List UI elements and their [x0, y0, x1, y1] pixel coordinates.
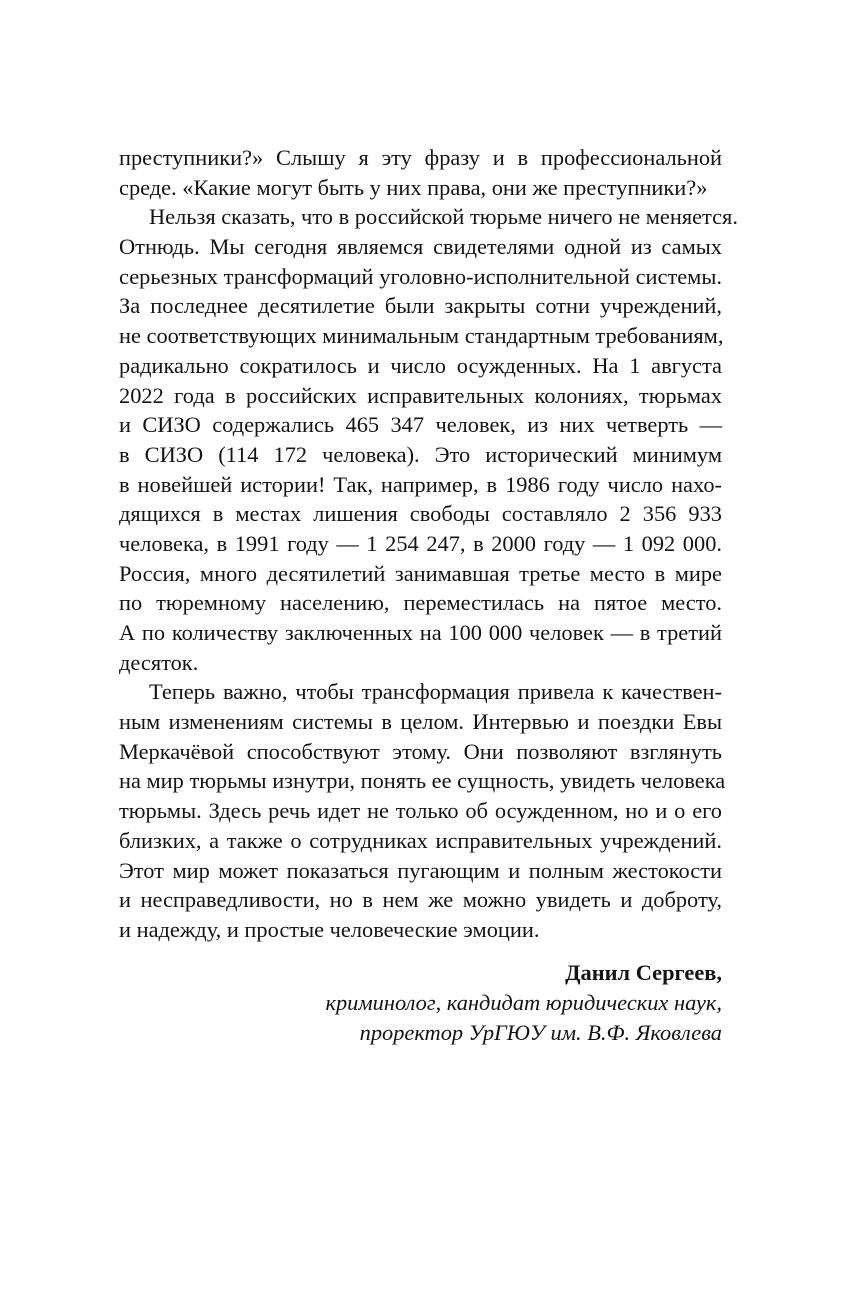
author-name: Данил Сергеев,	[565, 960, 722, 985]
text-line: Отнюдь. Мы сегодня являемся свидетелями одной из самых	[119, 234, 722, 260]
text-line: и надежду, и простые человеческие эмоции.	[119, 916, 540, 942]
paragraph-1	[119, 143, 722, 202]
text-line: десяток.	[119, 649, 199, 675]
text-line: За последнее десятилетие были закрыты сотни учреждений,	[119, 293, 722, 319]
text-line: серьезных трансформаций уголовно-исполнительной системы.	[119, 263, 722, 289]
text-line: человека, в 1991 году — 1 254 247, в 2000 году — 1 092 000.	[119, 530, 722, 556]
text-line: радикально сократилось и число осужденных. На 1 августа	[119, 352, 722, 378]
text-line: Меркачёвой способствуют этому. Они позволяют взглянуть	[119, 738, 722, 764]
text-line: среде. «Какие могут быть у них права, они же преступники?»	[119, 174, 708, 200]
text-line: Россия, много десятилетий занимавшая третье место в мире	[119, 560, 722, 586]
text-line: ным изменениям системы в целом. Интервью и поездки Евы	[119, 709, 722, 735]
text-line: и СИЗО содержались 465 347 человек, из них четверть —	[119, 412, 722, 438]
text-line: дящихся в местах лишения свободы составляло 2 356 933	[119, 501, 722, 527]
text-line: в новейшей истории! Так, например, в 1986 году число нахо-	[119, 471, 722, 497]
text-line: по тюремному населению, переместилась на пятое место.	[119, 590, 722, 616]
paragraph-2	[119, 202, 738, 677]
author-signature	[326, 958, 722, 1048]
text-line: тюрьмы. Здесь речь идет не только об осужденном, но и о его	[119, 798, 722, 824]
text-line: на мир тюрьмы изнутри, понять ее сущность, увидеть человека	[119, 768, 726, 794]
paragraph-3	[119, 677, 726, 944]
text-line: 2022 года в российских исправительных колониях, тюрьмах	[119, 382, 722, 408]
text-line: А по количеству заключенных на 100 000 человек — в третий	[119, 620, 722, 645]
text-line: Этот мир может показаться пугающим и полным жестокости	[119, 857, 722, 883]
text-line: Нельзя сказать, что в российской тюрьме ничего не меняется.	[149, 204, 738, 230]
text-line: преступники?» Слышу я эту фразу и в профессиональной	[119, 145, 722, 170]
text-line: в СИЗО (114 172 человека). Это исторический минимум	[119, 441, 722, 467]
text-line: Теперь важно, чтобы трансформация привела к качествен-	[149, 679, 722, 705]
text-line: близких, а также о сотрудниках исправительных учреждений.	[119, 827, 722, 853]
author-title-line: проректор УрГЮУ им. В.Ф. Яковлева	[359, 1020, 722, 1045]
text-line: и несправедливости, но в нем же можно увидеть и доброту,	[119, 887, 722, 913]
author-title-line: криминолог, кандидат юридических наук,	[325, 990, 722, 1015]
body-text	[119, 143, 738, 945]
text-line: не соответствующих минимальным стандартным требованиям,	[119, 323, 724, 349]
